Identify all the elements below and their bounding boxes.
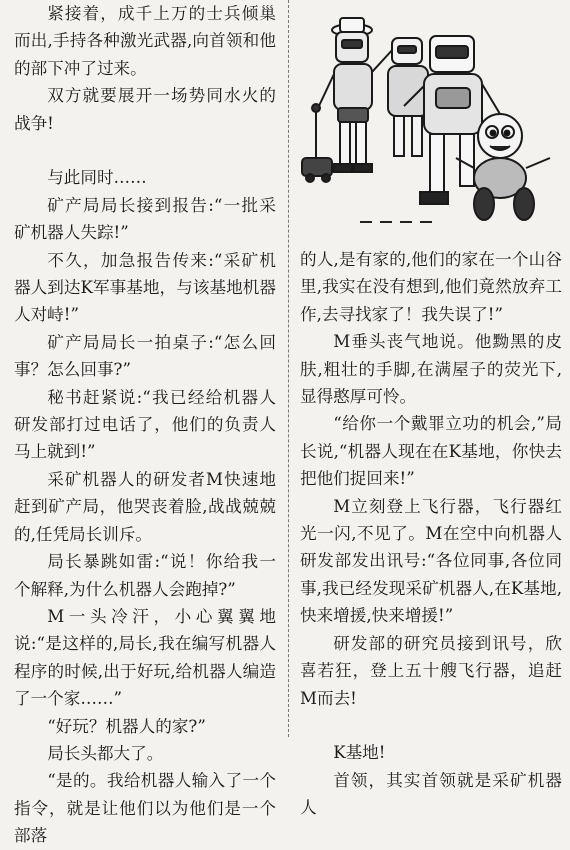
paragraph: 双方就要展开一场势同水火的战争!	[14, 86, 276, 133]
paragraph: M一头冷汗，小心翼翼地说:“是这样的,局长,我在编写机器人程序的时候,出于好玩,给机器人编造了一个家……”	[14, 606, 276, 709]
paragraph: M立刻登上飞行器，飞行器红光一闪,不见了。M在空中向机器人研发部发出讯号:“各位同事,各位同事,我已经发现采矿机器人,在K基地,快来增援,快来增援!”	[300, 496, 562, 626]
left-text-column	[14, 0, 276, 850]
blank-line	[14, 137, 276, 164]
paragraph: 不久，加急报告传来:“采矿机器人到达K军事基地，与该基地机器人对峙!”	[14, 250, 276, 325]
right-text-column	[300, 246, 562, 822]
paragraph: 首领，其实首领就是采矿机器人	[300, 770, 562, 818]
paragraph: “好玩？机器人的家?”	[47, 716, 206, 736]
robots-illustration	[300, 8, 562, 240]
paragraph: 矿产局局长接到报告:“一批采矿机器人失踪!”	[14, 195, 276, 243]
paragraph: 矿产局局长一拍桌子:“怎么回事？怎么回事?”	[14, 332, 276, 380]
paragraph: 紧接着，成千上万的士兵倾巢而出,手持各种激光武器,向首领和他的部下冲了过来。	[14, 4, 276, 78]
robot-small	[302, 104, 332, 182]
paragraph: 局长暴跳如雷:“说！你给我一个解释,为什么机器人会跑掉?”	[14, 552, 276, 599]
paragraph: 的人,是有家的,他们的家在一个山谷里,我实在没有想到,他们竟然放弃工作,去寻找家了！我失误了!”	[300, 250, 562, 324]
paragraph: K基地!	[333, 743, 386, 763]
paragraph: 局长头都大了。	[47, 743, 164, 763]
robot-left	[318, 18, 394, 172]
paragraph: “给你一个戴罪立功的机会,”局长说,“机器人现在在K基地，你快去把他们捉回来!”	[300, 414, 562, 489]
paragraph: 研发部的研究员接到讯号，欣喜若狂，登上五十艘飞行器，追赶M而去!	[300, 633, 562, 708]
paragraph: 秘书赶紧说:“我已经给机器人研发部打过电话了，他们的负责人马上就到!”	[14, 387, 276, 462]
paragraph: M垂头丧气地说。他黝黑的皮肤,粗壮的手脚,在满屋子的荧光下,显得憨厚可怜。	[300, 332, 562, 407]
blank-line	[300, 712, 562, 739]
column-divider	[288, 0, 289, 737]
paragraph: “是的。我给机器人输入了一个指令，就是让他们以为他们是一个部落	[14, 771, 276, 846]
paragraph: 采矿机器人的研发者M快速地赶到矿产局，他哭丧着脸,战战兢兢的,任凭局长训斥。	[14, 469, 276, 544]
robot-back	[388, 38, 428, 156]
paragraph: 与此同时……	[47, 168, 147, 188]
